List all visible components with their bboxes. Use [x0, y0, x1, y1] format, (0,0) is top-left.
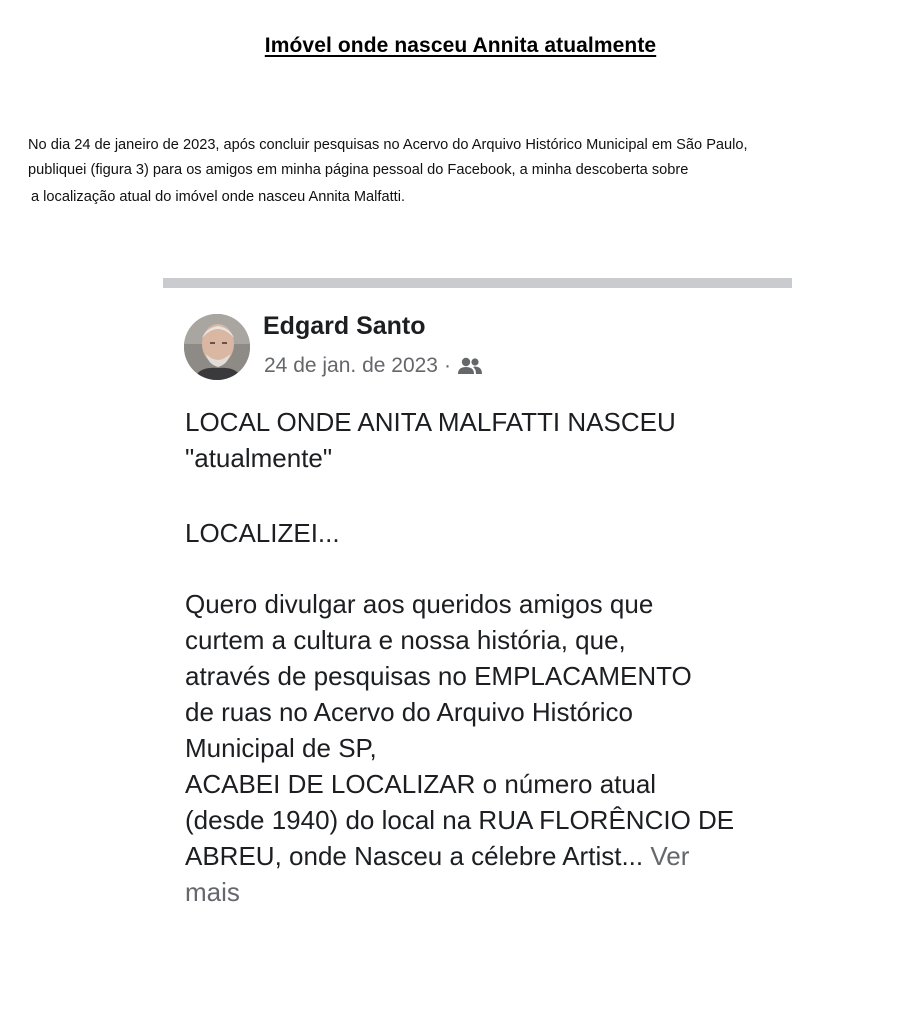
- post-top-divider: [163, 278, 792, 288]
- post-text-line: através de pesquisas no EMPLACAMENTO: [185, 661, 692, 691]
- intro-paragraph-line-2: publiquei (figura 3) para os amigos em minha página pessoal do Facebook, a minha descoberta sobre: [28, 162, 689, 178]
- post-text-line: ABREU, onde Nasceu a célebre Artist...: [185, 841, 644, 871]
- post-text-line: de ruas no Acervo do Arquivo Histórico: [185, 697, 634, 727]
- post-text-line: Quero divulgar aos queridos amigos que: [185, 589, 654, 619]
- author-avatar[interactable]: [184, 314, 250, 380]
- post-author-name[interactable]: Edgard Santo: [263, 312, 426, 340]
- post-text-line: "atualmente": [185, 443, 333, 473]
- meta-separator: ·: [444, 354, 451, 377]
- see-more-link-continued[interactable]: mais: [185, 877, 240, 907]
- post-text-last-line: [185, 838, 689, 874]
- post-meta: [264, 354, 483, 378]
- post-text-line: LOCAL ONDE ANITA MALFATTI NASCEU: [185, 407, 676, 437]
- post-text-line: (desde 1940) do local na RUA FLORÊNCIO DE: [185, 805, 735, 835]
- post-text-line: LOCALIZEI...: [185, 518, 340, 548]
- post-text-line: ACABEI DE LOCALIZAR o número atual: [185, 769, 657, 799]
- friends-icon[interactable]: [457, 356, 483, 376]
- intro-paragraph-line-1: No dia 24 de janeiro de 2023, após concluir pesquisas no Acervo do Arquivo Histórico Municipal em São Paulo,: [28, 137, 748, 153]
- avatar-photo: [184, 314, 250, 380]
- post-text-line: curtem a cultura e nossa história, que,: [185, 625, 626, 655]
- intro-paragraph-line-3: a localização atual do imóvel onde nasceu Annita Malfatti.: [31, 189, 405, 205]
- document-title: Imóvel onde nasceu Annita atualmente: [264, 34, 657, 57]
- post-date[interactable]: 24 de jan. de 2023: [264, 354, 438, 377]
- post-text-line: Municipal de SP,: [185, 733, 377, 763]
- see-more-link[interactable]: Ver: [650, 841, 690, 871]
